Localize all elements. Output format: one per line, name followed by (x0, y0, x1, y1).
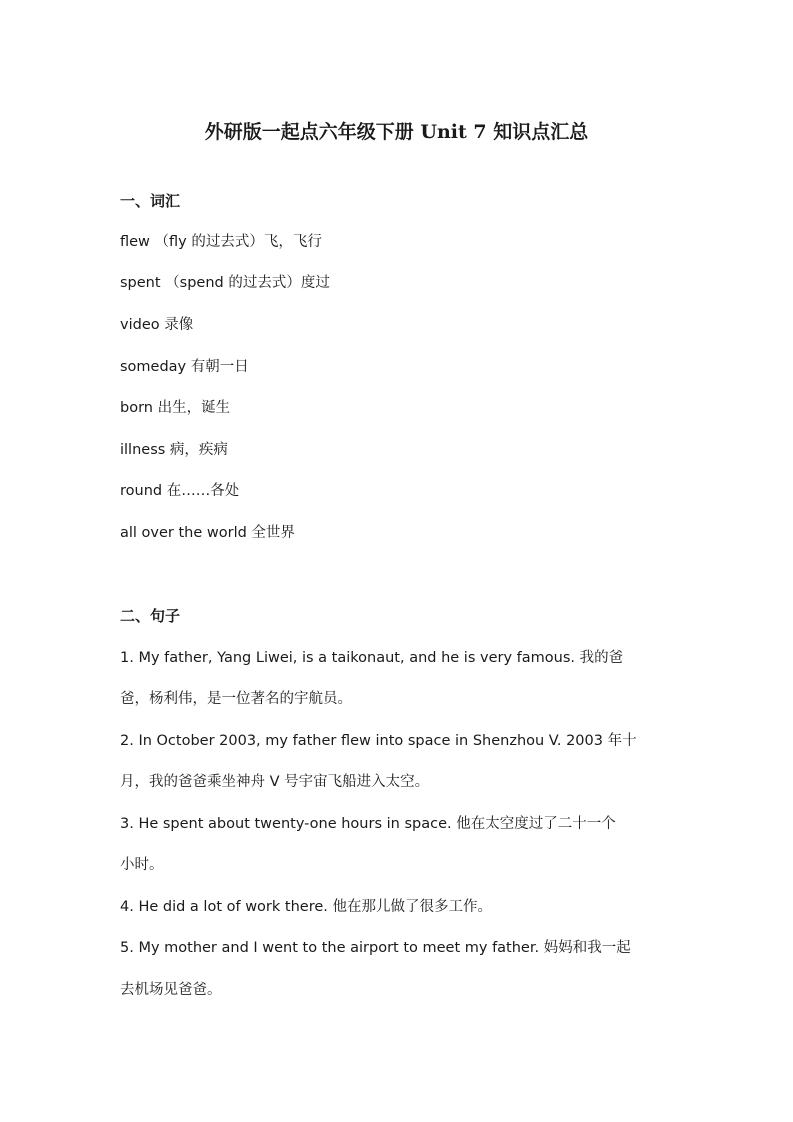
vocab-item: flew （fly 的过去式）飞，飞行 (120, 234, 322, 250)
document-title: 外研版一起点六年级下册 Unit 7 知识点汇总 (204, 121, 589, 143)
sentence-line: 2. In October 2003, my father flew into space in Shenzhou V. 2003 年十 (120, 733, 637, 749)
vocab-item: all over the world 全世界 (120, 525, 295, 541)
sentence-line: 月，我的爸爸乘坐神舟 V 号宇宙飞船进入太空。 (120, 774, 430, 790)
vocab-item: round 在……各处 (120, 483, 240, 499)
vocab-item: someday 有朝一日 (120, 359, 249, 375)
sentence-line: 1. My father, Yang Liwei, is a taikonaut, and he is very famous. 我的爸 (120, 650, 624, 666)
sentence-line: 3. He spent about twenty-one hours in space. 他在太空度过了二十一个 (120, 816, 616, 832)
sentence-line: 5. My mother and I went to the airport to meet my father. 妈妈和我一起 (120, 940, 631, 956)
vocab-item: video 录像 (120, 317, 194, 333)
sentence-line: 4. He did a lot of work there. 他在那儿做了很多工作。 (120, 899, 492, 915)
sentence-line: 去机场见爸爸。 (120, 982, 222, 998)
sentence-heading: 二、句子 (120, 607, 181, 625)
sentence-line: 爸，杨利伟，是一位著名的宇航员。 (120, 691, 352, 707)
vocab-item: spent （spend 的过去式）度过 (120, 275, 330, 291)
sentence-line: 小时。 (120, 857, 164, 873)
vocab-item: born 出生，诞生 (120, 400, 231, 416)
vocab-heading: 一、词汇 (120, 192, 181, 210)
vocab-item: illness 病，疾病 (120, 442, 228, 458)
